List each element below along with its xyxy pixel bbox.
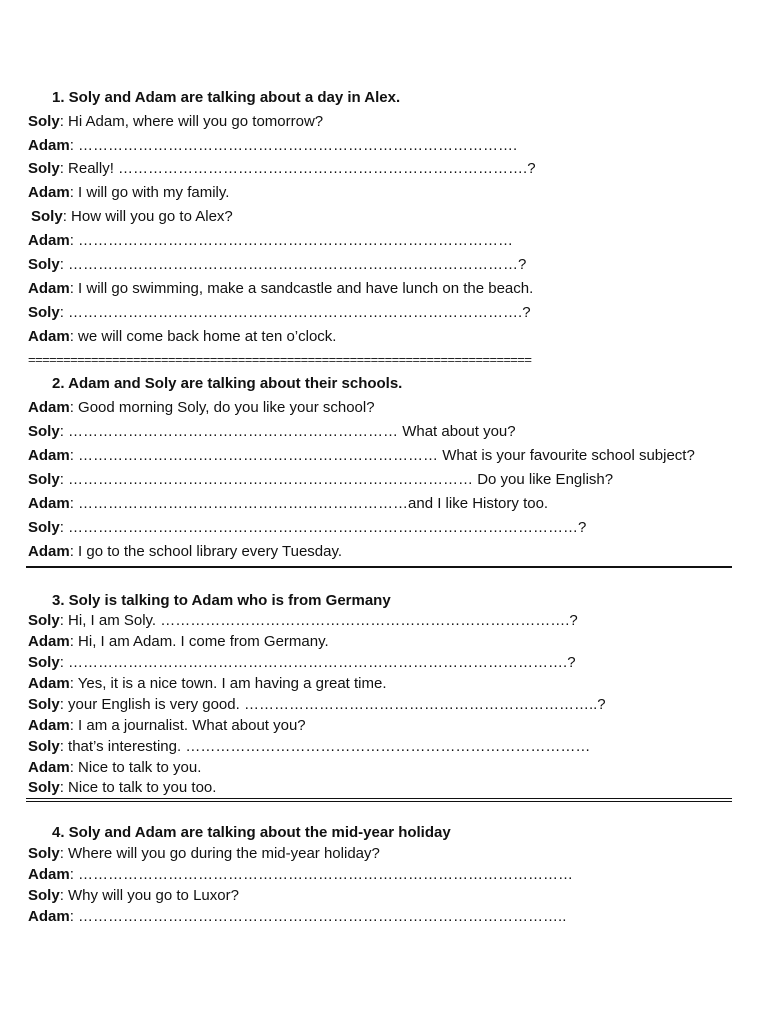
dialogue-line [28, 759, 201, 777]
speaker: Adam [28, 232, 70, 249]
speaker: Adam [28, 280, 70, 297]
dialogue-line [28, 447, 695, 465]
dialogue-line [28, 232, 513, 250]
dialogue-line [28, 633, 329, 651]
line-text: : …………………………………………………………………………………………? [59, 519, 587, 536]
speaker: Soly [31, 208, 63, 225]
line-text: : ……………………………………………………………………………………… [69, 866, 574, 883]
line-text: : your English is very good. ……………………………………………………………..? [59, 696, 606, 713]
line-text: : …………………………………………………………………………………….. [69, 908, 567, 925]
section-3-heading: 3. Soly is talking to Adam who is from Germany [52, 592, 391, 609]
speaker: Adam [28, 447, 70, 464]
section-4-heading: 4. Soly and Adam are talking about the mid-year holiday [52, 824, 451, 841]
dialogue-line [28, 495, 548, 513]
speaker: Soly [28, 256, 60, 273]
line-text: : ………………………………………………………………………………? [59, 256, 527, 273]
speaker: Soly [28, 696, 60, 713]
speaker: Soly [28, 738, 60, 755]
line-text: : we will come back home at ten o’clock. [69, 328, 337, 345]
line-text: : Really! ……………………………………………………………………….? [59, 160, 536, 177]
line-text: : ……………………………………………………………………………. [69, 137, 518, 154]
dialogue-line [28, 399, 375, 417]
line-text: : ……………………………………………………………………………………….? [59, 654, 576, 671]
speaker: Soly [28, 423, 60, 440]
line-text: : Hi Adam, where will you go tomorrow? [59, 113, 324, 130]
dialogue-line [28, 184, 229, 202]
speaker: Adam [28, 137, 70, 154]
line-text: : How will you go to Alex? [62, 208, 233, 225]
dialogue-line [31, 208, 233, 226]
dialogue-line [28, 137, 517, 155]
dialogue-line [28, 779, 216, 797]
line-text: : Nice to talk to you too. [59, 779, 217, 796]
line-text: : I will go with my family. [69, 184, 230, 201]
line-text: : Good morning Soly, do you like your school? [69, 399, 375, 416]
dialogue-line [28, 304, 531, 322]
dialogue-line [28, 866, 573, 884]
line-text: : Why will you go to Luxor? [59, 887, 239, 904]
speaker: Soly [28, 887, 60, 904]
dialogue-line [28, 887, 239, 905]
dialogue-line [28, 738, 590, 756]
line-text: : ……………………………………………………………………………….? [59, 304, 531, 321]
dialogue-line [28, 612, 578, 630]
dialogue-line [28, 328, 336, 346]
speaker: Soly [28, 113, 60, 130]
line-text: : Hi, I am Adam. I come from Germany. [69, 633, 329, 650]
line-text: : ……………………………………………………………… What is your favourite school subject? [69, 447, 695, 464]
speaker: Soly [28, 519, 60, 536]
dialogue-line [28, 519, 586, 537]
line-text: : that’s interesting. ……………………………………………………………………… [59, 738, 591, 755]
speaker: Adam [28, 717, 70, 734]
dialogue-line [28, 160, 536, 178]
speaker: Adam [28, 908, 70, 925]
section-2-heading: 2. Adam and Soly are talking about their schools. [52, 375, 403, 392]
line-text: : …………………………………………………………………………… [69, 232, 514, 249]
dialogue-line [28, 908, 566, 926]
section-divider [26, 566, 732, 568]
speaker: Soly [28, 779, 60, 796]
dialogue-line [28, 845, 380, 863]
dialogue-line [28, 280, 533, 298]
section-1-heading: 1. Soly and Adam are talking about a day in Alex. [52, 89, 401, 106]
dialogue-line [28, 256, 526, 274]
dialogue-line [28, 675, 387, 693]
speaker: Adam [28, 495, 70, 512]
speaker: Adam [28, 633, 70, 650]
speaker: Adam [28, 866, 70, 883]
dialogue-line [28, 423, 516, 441]
dialogue-line [28, 543, 342, 561]
speaker: Adam [28, 184, 70, 201]
section-divider-double [26, 798, 732, 802]
dialogue-line [28, 471, 613, 489]
line-text: : Where will you go during the mid-year holiday? [59, 845, 380, 862]
speaker: Adam [28, 543, 70, 560]
speaker: Adam [28, 399, 70, 416]
dialogue-line [28, 113, 323, 131]
line-text: : I go to the school library every Tuesday. [69, 543, 343, 560]
speaker: Soly [28, 845, 60, 862]
line-text: : …………………………………………………………and I like History too. [69, 495, 549, 512]
line-text: : ………………………………………………………… What about you? [59, 423, 516, 440]
speaker: Adam [28, 675, 70, 692]
dialogue-line [28, 717, 306, 735]
line-text: : ……………………………………………………………………… Do you like English? [59, 471, 614, 488]
line-text: : Yes, it is a nice town. I am having a great time. [69, 675, 387, 692]
line-text: : Hi, I am Soly. ……………………………………………………………………….? [59, 612, 578, 629]
dialogue-line [28, 654, 576, 672]
speaker: Soly [28, 471, 60, 488]
speaker: Adam [28, 759, 70, 776]
dialogue-line [28, 696, 606, 714]
speaker: Soly [28, 160, 60, 177]
line-text: : I will go swimming, make a sandcastle and have lunch on the beach. [69, 280, 534, 297]
speaker: Adam [28, 328, 70, 345]
speaker: Soly [28, 304, 60, 321]
line-text: : I am a journalist. What about you? [69, 717, 306, 734]
speaker: Soly [28, 612, 60, 629]
speaker: Soly [28, 654, 60, 671]
line-text: : Nice to talk to you. [69, 759, 202, 776]
equals-separator: ======================================================================== [28, 352, 532, 367]
